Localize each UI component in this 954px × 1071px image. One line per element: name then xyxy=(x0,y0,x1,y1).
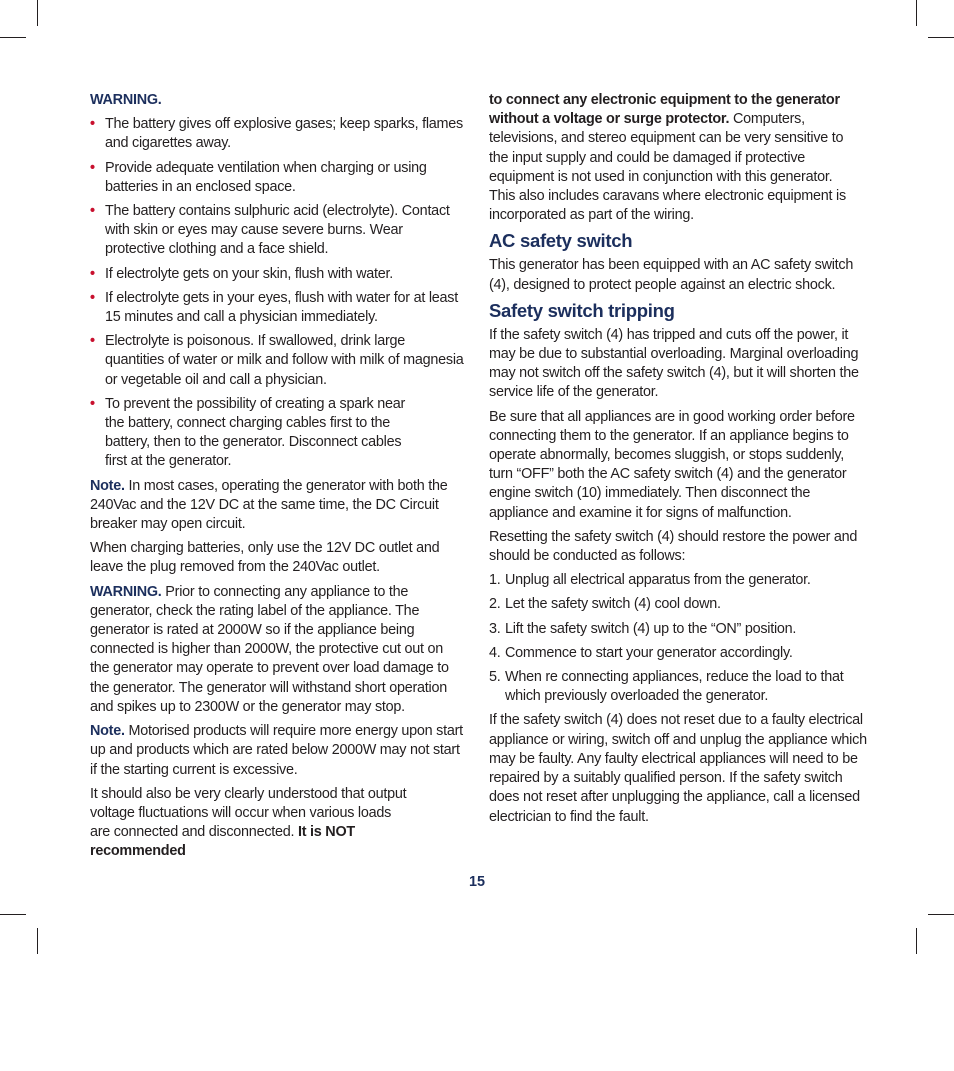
crop-mark xyxy=(37,928,38,954)
bullet-icon: • xyxy=(90,333,95,350)
page-number: 15 xyxy=(468,874,485,890)
continued-paragraph: to connect any electronic equipment to the generator without a voltage or surge protector. Computers, televisions, and stereo equipment can be very sensitive to the input supply and could be damaged if protective equipment is not used in conjunction with this generator. This also includes caravans where electronic equipment is incorporated as part of the wiring. xyxy=(489,92,846,224)
safety-switch-tripping-heading: Safety switch tripping xyxy=(489,299,675,321)
list-item: • To prevent the possibility of creating a spark near the battery, connect charging cables first to the battery, then to the generator. Disconnect cables first at the generator. xyxy=(90,395,406,470)
tripping-paragraph-3: Resetting the safety switch (4) should restore the power and should be conducted as follows: xyxy=(489,528,858,565)
ac-safety-switch-heading: AC safety switch xyxy=(489,230,633,252)
list-item: 4. Commence to start your generator accordingly. xyxy=(489,644,793,661)
list-item: • The battery gives off explosive gases; keep sparks, flames and cigarettes away. xyxy=(90,116,463,152)
list-item: • The battery contains sulphuric acid (electrolyte). Contact with skin or eyes may cause severe burns. Wear protective clothing and a face shield. xyxy=(90,203,450,258)
bullet-icon: • xyxy=(90,159,95,176)
list-item: • Provide adequate ventilation when charging or using batteries in an enclosed space. xyxy=(90,159,427,195)
bullet-icon: • xyxy=(90,265,95,282)
note-motorised: Note. Motorised products will require more energy upon start up and products which are rated below 2000W may not start if the starting current is excessive. xyxy=(90,723,463,778)
bullet-icon: • xyxy=(90,203,95,220)
list-item: • If electrolyte gets on your skin, flush with water. xyxy=(90,265,464,284)
charging-paragraph: When charging batteries, only use the 12V DC outlet and leave the plug removed from the 240Vac outlet. xyxy=(90,540,440,576)
crop-mark xyxy=(916,928,917,954)
warning-rating-paragraph: WARNING. Prior to connecting any appliance to the generator, check the rating label of the appliance. The generator is rated at 2000W so if the appliance being connected is higher than 2000W, the protective cut out on the generator may operate to prevent over load damage to the generator. The generator will withstand short operation and spikes up to 2300W or the generator may stop. xyxy=(90,583,449,715)
list-item: 1. Unplug all electrical apparatus from the generator. xyxy=(489,572,811,589)
warning-list xyxy=(90,115,464,471)
list-item: • If electrolyte gets in your eyes, flush with water for at least 15 minutes and call a physician immediately. xyxy=(90,289,458,326)
warning-title: WARNING. xyxy=(90,92,162,108)
ac-safety-paragraph: This generator has been equipped with an AC safety switch (4), designed to protect people against an electric shock. xyxy=(489,257,854,293)
tripping-paragraph-1: If the safety switch (4) has tripped and cuts off the power, it may be due to substantial overloading. Marginal overloading may not switch off the safety switch (4), but it will shorten the service life of the generator. xyxy=(489,326,859,401)
tripping-paragraph-2: Be sure that all appliances are in good working order before connecting them to the generator. If an appliance begins to operate abnormally, becomes sluggish, or stops suddenly, turn “OFF” both the AC safety switch (4) and the generator engine switch (10) immediately. Then disconnect the appliance and examine it for signs of malfunction. xyxy=(489,408,855,521)
left-column xyxy=(90,91,464,867)
bullet-icon: • xyxy=(90,289,95,306)
crop-mark xyxy=(928,914,954,915)
voltage-paragraph: It should also be very clearly understood that output voltage fluctuations will occur when various loads are connected and disconnected. It is NOT recommended xyxy=(90,785,407,860)
note-dc-breaker: Note. In most cases, operating the generator with both the 240Vac and the 12V DC at the same time, the DC Circuit breaker may open circuit. xyxy=(90,477,448,533)
list-item: 5. When re connecting appliances, reduce the load to that which previously overloaded the generator. xyxy=(489,669,844,705)
list-item: 3. Lift the safety switch (4) up to the “ON” position. xyxy=(489,620,797,637)
list-item: • Electrolyte is poisonous. If swallowed, drink large quantities of water or milk and follow with milk of magnesia or vegetable oil and call a physician. xyxy=(90,333,464,388)
crop-mark xyxy=(928,37,954,38)
crop-mark xyxy=(37,0,38,26)
reset-steps-list xyxy=(489,571,869,706)
bullet-icon: • xyxy=(90,116,95,133)
right-column xyxy=(489,91,869,832)
list-item: 2. Let the safety switch (4) cool down. xyxy=(489,596,721,613)
bullet-icon: • xyxy=(90,395,95,412)
final-paragraph: If the safety switch (4) does not reset due to a faulty electrical appliance or wiring, switch off and unplug the appliance which may be faulty. Any faulty electrical appliances will need to be repaired by a suitably qualified person. If the safety switch does not reset after unplugging the appliance, call a licensed electrician to find the fault. xyxy=(489,712,867,825)
crop-mark xyxy=(0,37,26,38)
crop-mark xyxy=(916,0,917,26)
crop-mark xyxy=(0,914,26,915)
